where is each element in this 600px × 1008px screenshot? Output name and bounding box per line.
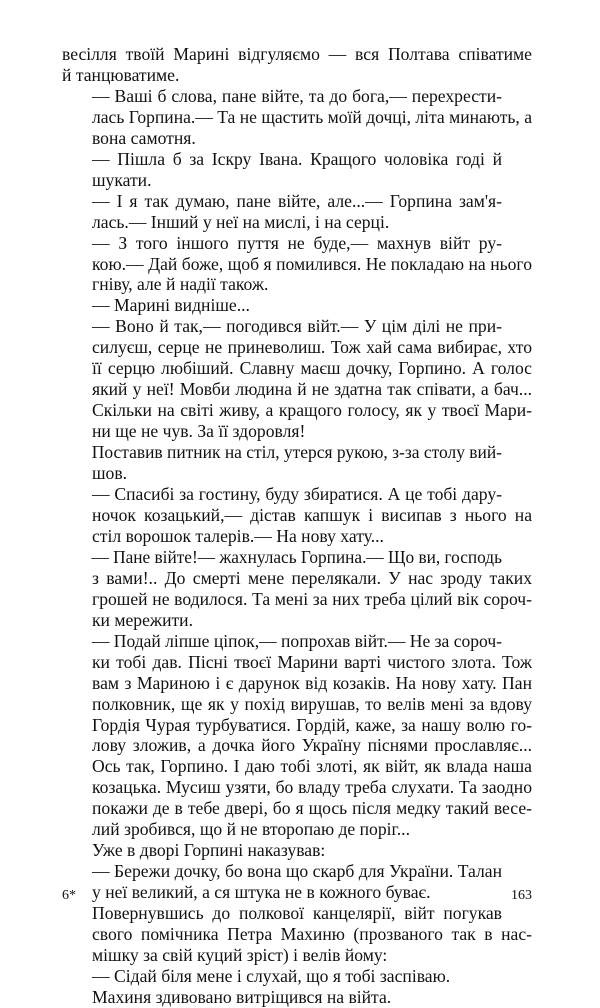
text-line: її серцю любіший. Славну маєш дочку, Горпино. А голос — [92, 358, 532, 379]
text-line: Уже в дворі Горпині наказував: — [92, 840, 326, 861]
text-line: ни ще не чув. За її здоровля! — [92, 421, 306, 442]
text-line: силуєш, серце не приневолиш. Тож хай сама вибирає, хто — [92, 337, 532, 358]
paragraph — [62, 484, 532, 547]
paragraph — [62, 191, 532, 233]
paragraph — [62, 86, 532, 149]
text-line: полковник, ще як у похід вирушав, то велів мені за вдову — [92, 693, 532, 714]
text-line: покажи де в тебе двері, бо я щось після медку такий весе- — [92, 798, 532, 819]
paragraph — [62, 903, 532, 966]
text-line: з вами!.. До смерті мене перелякали. У нас зроду таких — [92, 567, 532, 588]
signature-mark: 6* — [62, 888, 76, 903]
text-line: Повернувшись до полкової канцелярії, війт погукав — [92, 903, 502, 924]
text-line: вона самотня. — [92, 127, 196, 148]
text-line: шукати. — [92, 169, 152, 190]
text-line: у неї великий, а ся штука не в кожного буває. — [92, 882, 431, 903]
text-line: — Ваші б слова, пане війте, та до бога,— перехрести- — [92, 85, 502, 106]
text-line: лий зробився, що й не второпаю де поріг... — [92, 819, 410, 840]
text-line: Гордія Чурая турбуватися. Гордій, каже, за нашу волю го- — [92, 714, 532, 735]
text-line: стіл ворошок талерів.— На нову хату... — [92, 525, 384, 546]
paragraph — [62, 966, 532, 987]
text-line: лась Горпина.— Та не щастить моїй дочці, літа минають, а — [91, 106, 532, 127]
text-line: — Воно й так,— погодився війт.— У цім ділі не при- — [92, 316, 502, 337]
paragraph — [62, 316, 532, 442]
text-line: Поставив питник на стіл, утерся рукою, з-за столу вий- — [91, 442, 502, 463]
paragraph — [62, 233, 532, 296]
text-line: кою.— Дай боже, щоб я помилився. Не покладаю на нього — [92, 253, 532, 274]
paragraph — [62, 861, 532, 903]
text-line: свого помічника Петра Махиню (прозваного так в нас- — [92, 924, 532, 945]
text-line: вам з Мариною і є дарунок від козаків. На нову хату. Пан — [92, 672, 532, 693]
text-line: Ось так, Горпино. І даю тобі злоті, як війт, як влада наша — [92, 756, 532, 777]
text-line: — Пішла б за Іскру Івана. Кращого чоловіка годі й — [92, 148, 502, 169]
text-line: шов. — [92, 463, 128, 484]
paragraph — [62, 44, 532, 86]
text-line: ночок козацький,— дістав капшук і висипав з нього на — [92, 504, 532, 525]
text-line: мішку за свій куций зріст) і велів йому: — [92, 944, 388, 965]
text-line: й танцюватиме. — [62, 64, 180, 85]
text-line: — Марині видніше... — [92, 295, 250, 316]
text-line: — З того іншого пуття не буде,— махнув війт ру- — [92, 232, 502, 253]
text-line: — І я так думаю, пане війте, але...— Горпина зам'я- — [92, 190, 502, 211]
text-line: грошей не водилося. Та мені за них треба цілий вік сороч- — [92, 588, 532, 609]
paragraph — [62, 987, 532, 1008]
text-line: ки тобі дав. Пісні твоєї Марини варті чистого злота. Тож — [92, 651, 532, 672]
paragraph — [62, 442, 532, 484]
text-line: який у неї! Мовби людина й не здатна так співати, а бач... — [92, 379, 532, 400]
text-line: весілля твоїй Марині відгуляємо — вся Полтава співатиме — [62, 44, 532, 64]
text-line: лову зложив, а дочка його Україну піснями прославляє... — [92, 735, 532, 756]
paragraph — [62, 631, 532, 841]
paragraph — [62, 840, 532, 861]
text-line: — Пане війте!— жахнулась Горпина.— Що ви, господь — [91, 546, 502, 567]
paragraph — [62, 149, 532, 191]
page-number: 163 — [511, 888, 532, 903]
text-line: — Спасибі за гостину, буду збиратися. А це тобі дару- — [92, 484, 502, 505]
paragraph — [62, 295, 532, 316]
paragraph — [62, 547, 532, 631]
text-line: гніву, але й надії також. — [92, 274, 269, 295]
page-text — [62, 44, 532, 1008]
text-line: ки мережити. — [92, 609, 193, 630]
text-line: — Подай ліпше ціпок,— попрохав війт.— Не за сороч- — [91, 630, 502, 651]
text-line: Скільки на світі живу, а кращого голосу, як у твоєї Мари- — [92, 400, 532, 421]
text-line: козацька. Мусиш узяти, бо владу треба слухати. Та заодно — [92, 777, 532, 798]
text-line: — Сідай біля мене і слухай, що я тобі заспіваю. — [92, 965, 451, 986]
text-line: лась.— Інший у неї на мислі, і на серці. — [92, 211, 390, 232]
text-line: Махиня здивовано витріщився на війта. — [92, 986, 392, 1007]
text-line: — Бережи дочку, бо вона що скарб для України. Талан — [92, 861, 502, 882]
